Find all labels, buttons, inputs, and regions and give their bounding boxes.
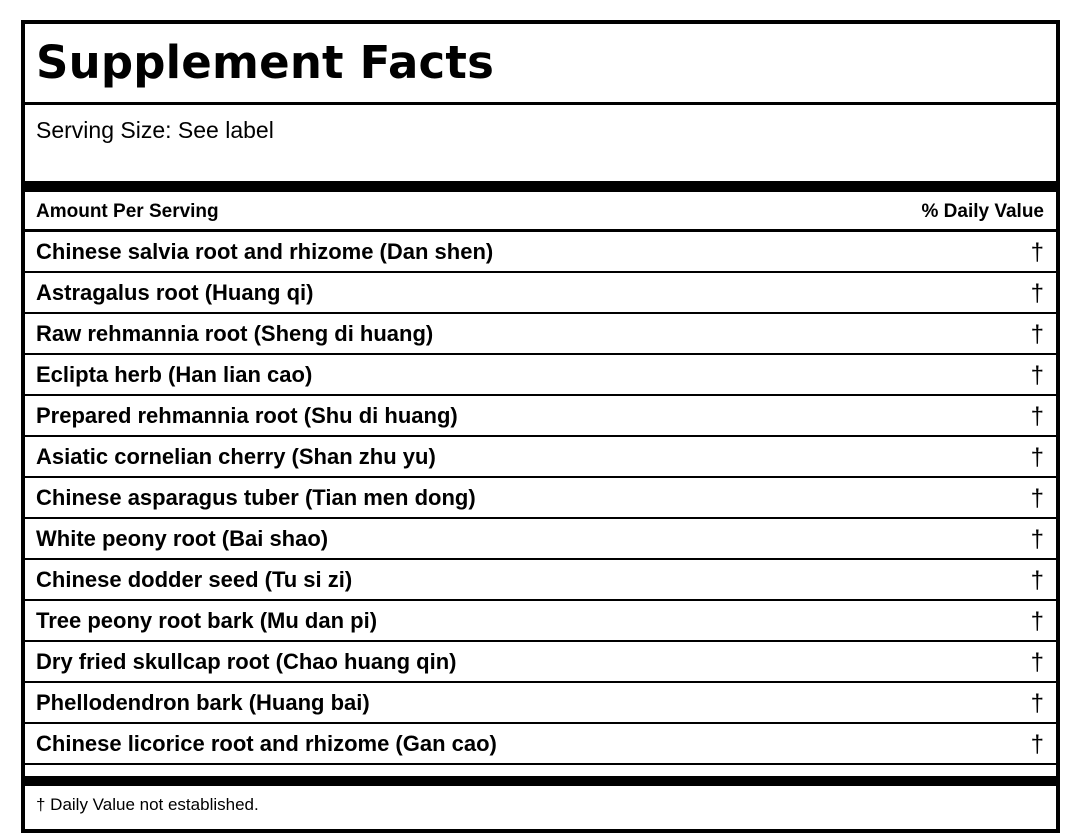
daily-value-dagger: † (1030, 321, 1044, 348)
ingredient-name: Astragalus root (Huang qi) (36, 280, 314, 305)
ingredient-row (25, 601, 1056, 642)
daily-value-dagger: † (1030, 444, 1044, 471)
ingredient-row (25, 560, 1056, 601)
ingredient-row (25, 273, 1056, 314)
daily-value-header: % Daily Value (921, 201, 1044, 222)
ingredient-name: Phellodendron bark (Huang bai) (36, 690, 370, 715)
serving-size-row (25, 105, 1056, 181)
daily-value-dagger: † (1030, 690, 1044, 717)
ingredient-name: Chinese salvia root and rhizome (Dan shen) (36, 239, 494, 264)
ingredient-row (25, 724, 1056, 765)
ingredient-name: Raw rehmannia root (Sheng di huang) (36, 321, 434, 346)
bottom-thick-divider (25, 776, 1056, 786)
ingredient-row (25, 683, 1056, 724)
ingredient-name: Eclipta herb (Han lian cao) (36, 362, 313, 387)
ingredient-name: Chinese dodder seed (Tu si zi) (36, 567, 353, 592)
ingredient-row (25, 519, 1056, 560)
daily-value-dagger: † (1030, 485, 1044, 512)
ingredient-row (25, 355, 1056, 396)
column-header-row (25, 192, 1056, 232)
serving-size-text: Serving Size: See label (36, 117, 274, 143)
amount-per-serving-header: Amount Per Serving (36, 201, 219, 222)
top-thick-divider (25, 181, 1056, 192)
ingredient-row (25, 232, 1056, 273)
daily-value-dagger: † (1030, 526, 1044, 553)
ingredient-name: White peony root (Bai shao) (36, 526, 329, 551)
ingredient-name: Tree peony root bark (Mu dan pi) (36, 608, 378, 633)
ingredient-row (25, 478, 1056, 519)
ingredient-name: Chinese licorice root and rhizome (Gan cao) (36, 731, 497, 756)
title-row (25, 24, 1056, 105)
ingredient-name: Asiatic cornelian cherry (Shan zhu yu) (36, 444, 436, 469)
ingredient-name: Chinese asparagus tuber (Tian men dong) (36, 485, 476, 510)
daily-value-dagger: † (1030, 403, 1044, 430)
footnote: † Daily Value not established. (36, 795, 259, 814)
ingredient-row (25, 437, 1056, 478)
ingredient-list (25, 232, 1056, 765)
daily-value-dagger: † (1030, 239, 1044, 266)
ingredient-name: Dry fried skullcap root (Chao huang qin) (36, 649, 457, 674)
panel-title: Supplement Facts (36, 36, 495, 89)
daily-value-dagger: † (1030, 649, 1044, 676)
daily-value-dagger: † (1030, 608, 1044, 635)
ingredient-row (25, 642, 1056, 683)
daily-value-dagger: † (1030, 280, 1044, 307)
ingredient-row (25, 396, 1056, 437)
daily-value-dagger: † (1030, 362, 1044, 389)
daily-value-dagger: † (1030, 567, 1044, 594)
ingredient-row (25, 314, 1056, 355)
daily-value-dagger: † (1030, 731, 1044, 758)
ingredient-name: Prepared rehmannia root (Shu di huang) (36, 403, 458, 428)
supplement-facts-panel (21, 20, 1060, 833)
